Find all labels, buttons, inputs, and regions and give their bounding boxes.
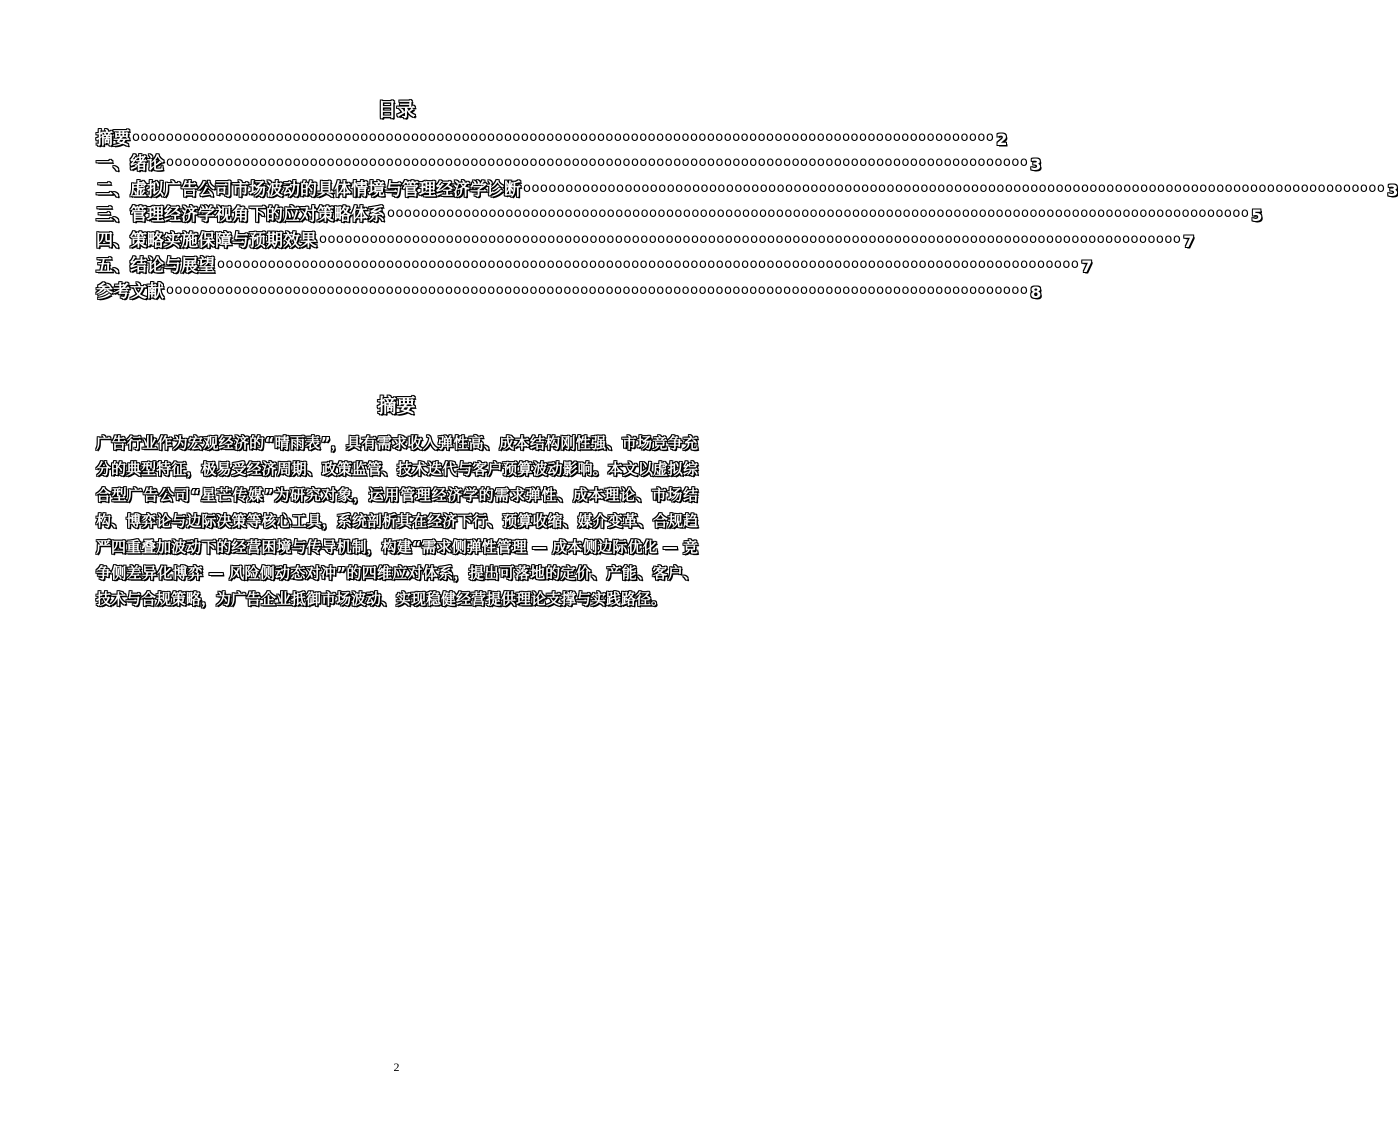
toc-title: 目录 bbox=[377, 99, 416, 121]
toc-leader-dots: oooooooooooooooooooooooooooooooooooooooooooooooooooooooooooooooooooooooooooooooooooooooooooooooooooooo bbox=[319, 231, 1182, 247]
toc-entry[interactable] bbox=[96, 149, 1042, 175]
table-of-contents bbox=[96, 123, 1398, 302]
abstract-body: 广告行业作为宏观经济的“晴雨表”，具有需求收入弹性高、成本结构刚性强、市场竞争充分的典型特征，极易受经济周期、政策监管、技术迭代与客户预算波动影响。本文以虚拟综合型广告公司“星芒传媒”为研究对象，运用管理经济学的需求弹性、成本理论、市场结构、博弈论与边际决策等核心工具，系统剖析其在经济下行、预算收缩、媒介变革、合规趋严四重叠加波动下的经营困境与传导机制，构建“需求侧弹性管理 — 成本侧边际优化 — 竞争侧差异化博弈 — 风险侧动态对冲”的四维应对体系，提出可落地的定价、产能、客户、技术与合规策略，为广告企业抵御市场波动、实现稳健经营提供理论支撑与实践路径。 bbox=[96, 434, 698, 608]
toc-entry-page: 7 bbox=[1081, 257, 1093, 276]
toc-entry[interactable] bbox=[96, 276, 1042, 302]
toc-entry-page: 7 bbox=[1183, 231, 1195, 251]
toc-entry-page: 5 bbox=[1251, 206, 1263, 225]
toc-entry[interactable] bbox=[96, 174, 1398, 200]
toc-entry-page: 2 bbox=[996, 129, 1008, 149]
toc-entry[interactable] bbox=[96, 251, 1093, 277]
toc-leader-dots: oooooooooooooooooooooooooooooooooooooooooooooooooooooooooooooooooooooooooooooooooooooooooooooooooooooo bbox=[166, 282, 1029, 298]
toc-leader-dots: oooooooooooooooooooooooooooooooooooooooooooooooooooooooooooooooooooooooooooooooooooooooooooooooooooooo bbox=[217, 257, 1080, 272]
page-number: 2 bbox=[393, 1060, 400, 1074]
toc-entry-page: 3 bbox=[1387, 180, 1398, 200]
toc-entry-page: 8 bbox=[1030, 282, 1042, 302]
toc-entry-label: 二、虚拟广告公司市场波动的具体情境与管理经济学诊断 bbox=[96, 179, 521, 200]
toc-entry[interactable] bbox=[96, 200, 1263, 226]
toc-entry-label: 摘要 bbox=[96, 128, 130, 149]
toc-leader-dots: oooooooooooooooooooooooooooooooooooooooooooooooooooooooooooooooooooooooooooooooooooooooooooooooooooooo bbox=[523, 180, 1386, 196]
abstract-title: 摘要 bbox=[377, 395, 416, 417]
toc-leader-dots: oooooooooooooooooooooooooooooooooooooooooooooooooooooooooooooooooooooooooooooooooooooooooooooooooooooo bbox=[132, 129, 995, 145]
toc-entry-label: 五、结论与展望 bbox=[96, 256, 215, 276]
toc-entry-page: 3 bbox=[1030, 155, 1042, 174]
toc-leader-dots: oooooooooooooooooooooooooooooooooooooooooooooooooooooooooooooooooooooooooooooooooooooooooooooooooooooo bbox=[166, 155, 1029, 170]
toc-entry-label: 四、策略实施保障与预期效果 bbox=[96, 230, 317, 251]
toc-entry[interactable] bbox=[96, 123, 1008, 149]
toc-entry-label: 参考文献 bbox=[96, 281, 164, 302]
toc-entry-label: 一、绪论 bbox=[96, 154, 164, 174]
toc-leader-dots: oooooooooooooooooooooooooooooooooooooooooooooooooooooooooooooooooooooooooooooooooooooooooooooooooooooo bbox=[387, 206, 1250, 221]
toc-entry[interactable] bbox=[96, 225, 1195, 251]
toc-entry-label: 三、管理经济学视角下的应对策略体系 bbox=[96, 205, 385, 225]
